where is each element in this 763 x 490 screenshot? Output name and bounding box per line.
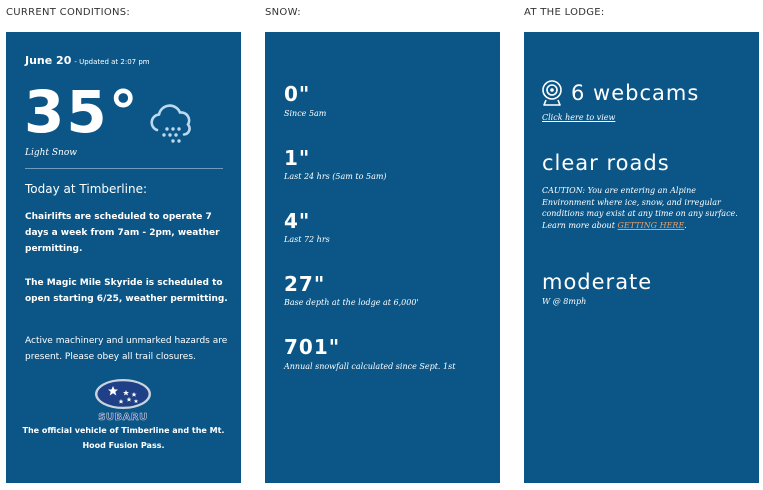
snow-72hr-caption: Last 72 hrs (284, 235, 330, 244)
view-webcams-link[interactable]: Click here to view (542, 113, 616, 122)
today-heading: Today at Timberline: (25, 182, 148, 196)
svg-text:SUBARU: SUBARU (98, 412, 148, 423)
lodge-header: AT THE LODGE: (524, 7, 605, 18)
snow-since-5am-value: 0" (284, 82, 311, 106)
snow-24hr-value: 1" (284, 146, 311, 170)
caution-end: . (684, 220, 687, 230)
webcam-count: 6 webcams (571, 81, 700, 105)
subaru-logo[interactable] (93, 377, 153, 423)
date: June 20 (25, 54, 72, 67)
snow-panel (265, 32, 500, 483)
annual-snowfall-caption: Annual snowfall calculated since Sept. 1st (284, 362, 456, 371)
road-conditions: clear roads (542, 151, 670, 175)
hazard-notice: Active machinery and unmarked hazards are present. Please obey all trail closures. (25, 336, 228, 362)
weather-condition: Light Snow (25, 148, 77, 158)
caution-text (542, 185, 747, 231)
base-depth-caption: Base depth at the lodge at 6,000' (284, 298, 419, 307)
updated-time: - Updated at 2:07 pm (74, 58, 150, 66)
snow-72hr-value: 4" (284, 209, 311, 233)
snow-header: SNOW: (265, 7, 301, 18)
current-conditions-panel (6, 32, 241, 483)
webcam-icon (541, 80, 563, 106)
cloud-snow-icon (147, 98, 197, 148)
current-conditions-header: CURRENT CONDITIONS: (6, 7, 131, 18)
official-vehicle-text: The official vehicle of Timberline and the Mt. Hood Fusion Pass. (22, 426, 225, 450)
getting-here-link[interactable]: GETTING HERE (617, 220, 685, 230)
date-line (25, 54, 150, 67)
skyride-notice: The Magic Mile Skyride is scheduled to open starting 6/25, weather permitting. (25, 278, 228, 304)
snow-since-5am-caption: Since 5am (284, 109, 327, 118)
base-depth-value: 27" (284, 272, 326, 296)
caution-body: CAUTION: You are entering an Alpine Environment where ice, snow, and irregular conditions may exist at any time on any surface. Learn more about (542, 186, 738, 230)
snow-24hr-caption: Last 24 hrs (5am to 5am) (284, 172, 387, 181)
divider (25, 168, 223, 169)
annual-snowfall-value: 701" (284, 335, 341, 359)
temperature: 35° (24, 78, 140, 146)
wind-detail: W @ 8mph (542, 297, 587, 306)
chairlift-notice: Chairlifts are scheduled to operate 7 days a week from 7am - 2pm, weather permitting. (25, 212, 220, 254)
lodge-panel (524, 32, 759, 483)
wind-conditions: moderate (542, 270, 653, 294)
